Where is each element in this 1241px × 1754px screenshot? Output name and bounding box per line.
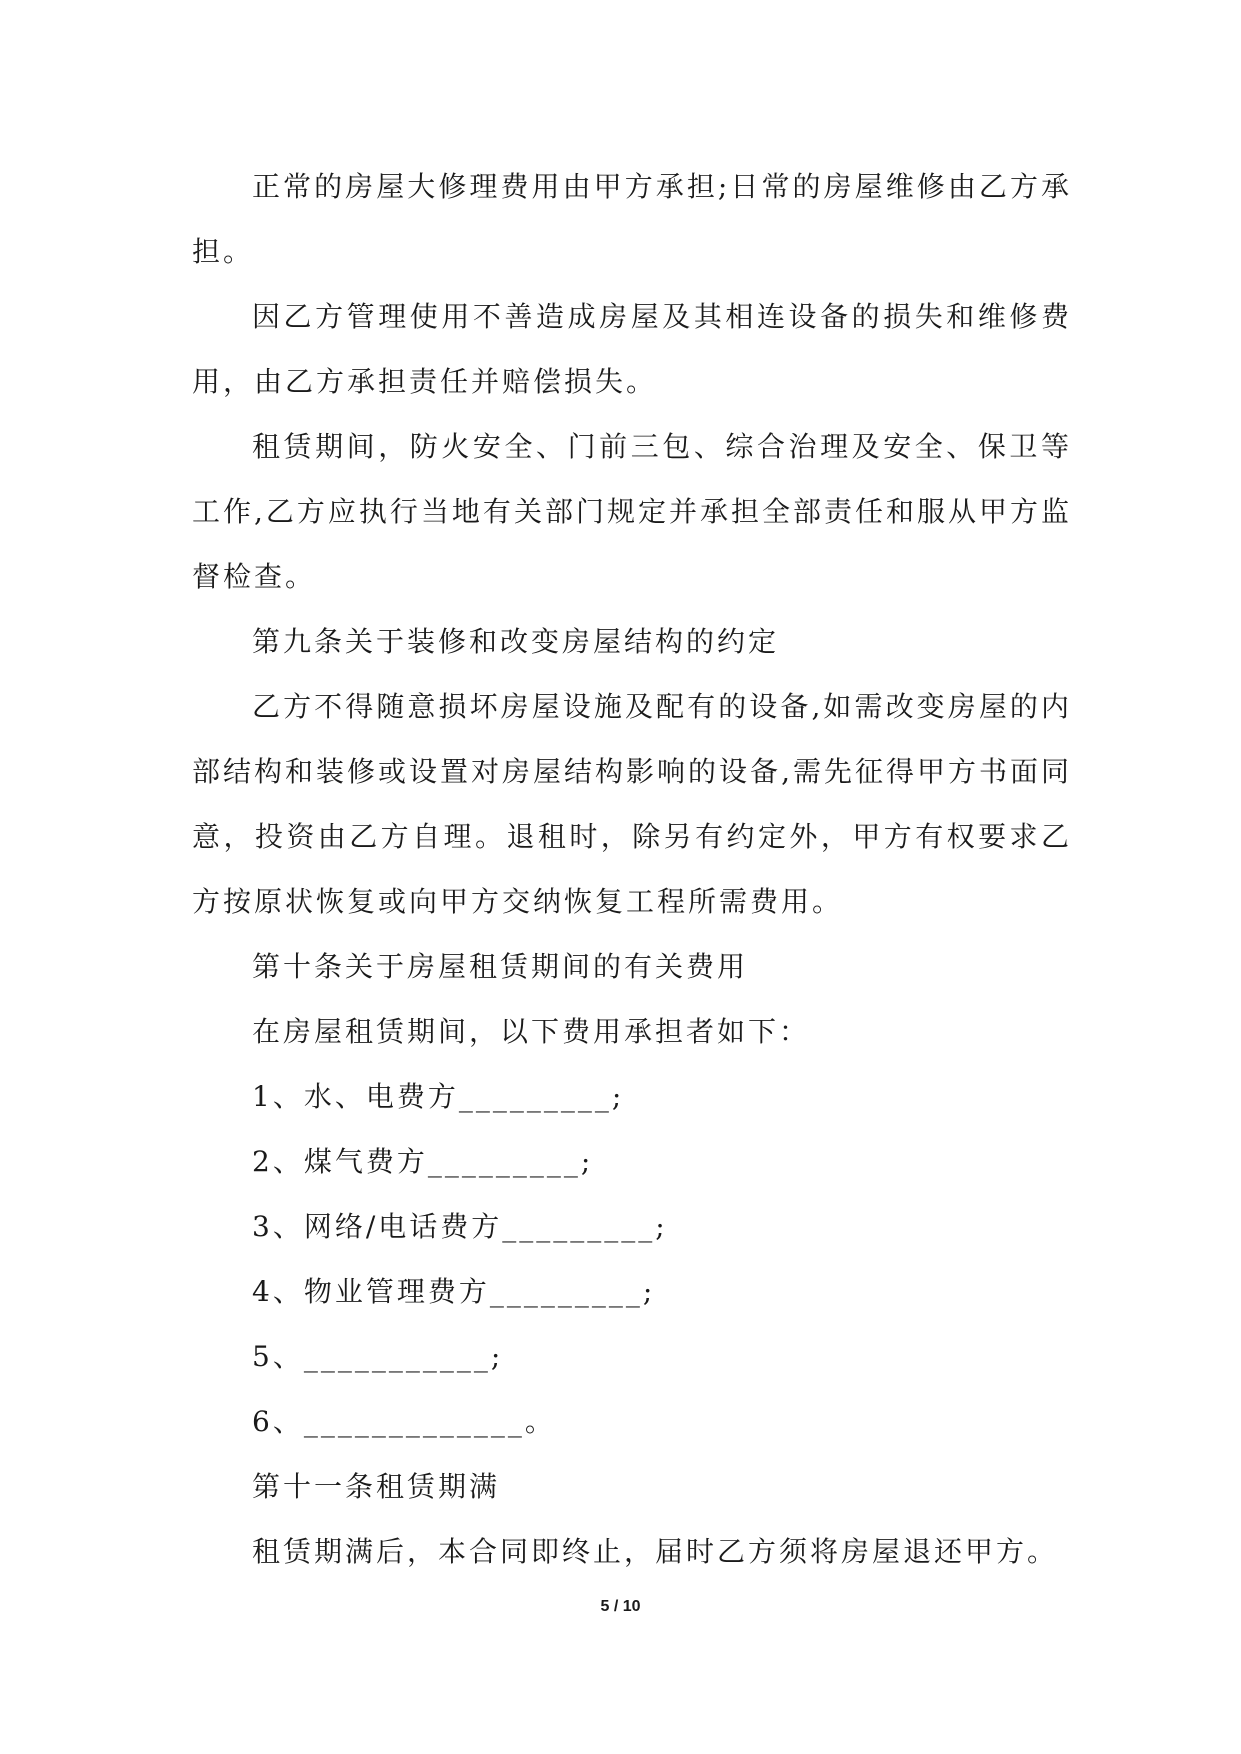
paragraph-repair-costs: 正常的房屋大修理费用由甲方承担;日常的房屋维修由乙方承担。: [192, 170, 1072, 268]
fee-item-6: 6、_____________。: [252, 1405, 556, 1438]
clause-9-heading: 第九条关于装修和改变房屋结构的约定: [252, 625, 780, 658]
document-body: [192, 154, 1072, 1584]
paragraph-lease-expiry: 租赁期满后，本合同即终止，届时乙方须将房屋退还甲方。: [252, 1535, 1059, 1568]
fee-item-gas: 2、煤气费方_________;: [252, 1145, 594, 1178]
page-number: 5 / 10: [600, 1598, 641, 1615]
fee-item-property-management: 4、物业管理费方_________;: [252, 1275, 656, 1308]
clause-10-heading: 第十条关于房屋租赁期间的有关费用: [252, 950, 749, 983]
fee-item-5: 5、___________;: [252, 1340, 504, 1373]
paragraph-damage-liability: 因乙方管理使用不善造成房屋及其相连设备的损失和维修费用，由乙方承担责任并赔偿损失。: [192, 300, 1072, 398]
paragraph-fee-intro: 在房屋租赁期间，以下费用承担者如下：: [252, 1015, 811, 1048]
fee-item-water-electricity: 1、水、电费方_________;: [252, 1080, 625, 1113]
paragraph-safety-duties: 租赁期间，防火安全、门前三包、综合治理及安全、保卫等工作,乙方应执行当地有关部门规定并承担全部责任和服从甲方监督检查。: [192, 430, 1072, 593]
clause-11-heading: 第十一条租赁期满: [252, 1470, 501, 1503]
fee-item-network-phone: 3、网络/电话费方_________;: [252, 1210, 668, 1243]
paragraph-renovation-rules: 乙方不得随意损坏房屋设施及配有的设备,如需改变房屋的内部结构和装修或设置对房屋结构影响的设备,需先征得甲方书面同意，投资由乙方自理。退租时，除另有约定外，甲方有权要求乙方按原状恢复或向甲方交纳恢复工程所需费用。: [192, 690, 1072, 918]
